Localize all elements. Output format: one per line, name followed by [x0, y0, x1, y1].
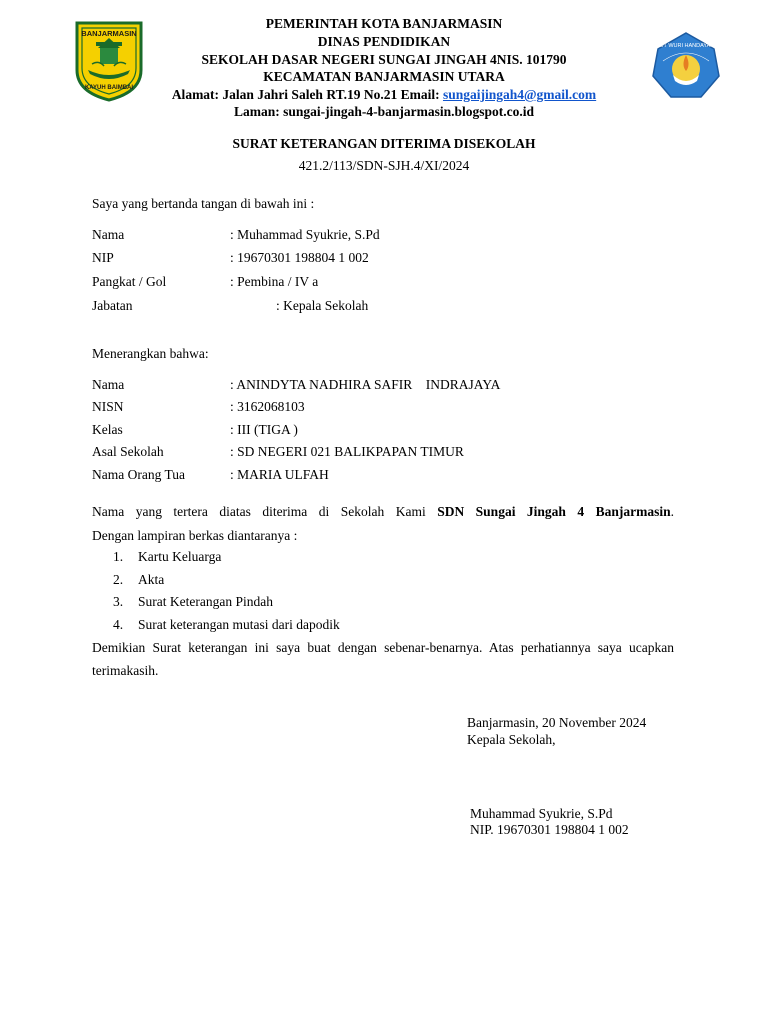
left-logo-top-text: BANJARMASIN	[81, 29, 137, 38]
student-name-label: Nama	[92, 377, 125, 392]
signer-name-value: : Muhammad Syukrie, S.Pd	[230, 227, 380, 242]
signer-nip-value: : 19670301 198804 1 002	[230, 250, 369, 265]
attachment-number: 1.	[113, 549, 124, 564]
attachment-item: Surat keterangan mutasi dari dapodik	[138, 617, 340, 632]
student-nisn-label: NISN	[92, 399, 124, 414]
closing-paragraph: Demikian Surat keterangan ini saya buat dengan sebenar-benarnya. Atas perhatiannya saya ucapkan terimakasih.	[92, 640, 674, 678]
signature-name: Muhammad Syukrie, S.Pd	[470, 806, 613, 821]
acceptance-prefix: Nama yang tertera diatas diterima di Sekolah Kami	[92, 504, 438, 519]
attachment-item: Akta	[138, 572, 165, 587]
student-parent-value: : MARIA ULFAH	[230, 467, 329, 482]
signer-position-label: Jabatan	[92, 298, 133, 313]
right-logo-motto: TUT WURI HANDAYANI	[656, 43, 716, 49]
student-class-label: Kelas	[92, 422, 123, 437]
signature-nip: NIP. 19670301 198804 1 002	[470, 822, 629, 837]
left-logo-bottom-text: KAYUH BAIMBAI	[84, 85, 134, 91]
student-nisn-value: : 3162068103	[230, 399, 305, 414]
header-government: PEMERINTAH KOTA BANJARMASIN	[265, 16, 503, 31]
email-link[interactable]: sungaijingah4@gmail.com	[442, 87, 597, 102]
header-website: Laman: sungai-jingah-4-banjarmasin.blogspot.co.id	[233, 104, 535, 119]
signer-rank-label: Pangkat / Gol	[92, 274, 167, 289]
signer-rank-value: : Pembina / IV a	[230, 274, 319, 289]
signer-name-label: Nama	[92, 227, 125, 242]
attachment-number: 3.	[113, 594, 124, 609]
letter-title: SURAT KETERANGAN DITERIMA DISEKOLAH	[232, 136, 536, 151]
acceptance-paragraph	[92, 500, 674, 523]
acceptance-suffix: .	[670, 504, 675, 519]
place-date: Banjarmasin, 20 November 2024	[467, 715, 647, 730]
attachment-item: Kartu Keluarga	[138, 549, 222, 564]
attachments-intro: Dengan lampiran berkas diantaranya :	[92, 528, 298, 543]
header-school: SEKOLAH DASAR NEGERI SUNGAI JINGAH 4NIS. 101790	[201, 52, 567, 67]
student-parent-label: Nama Orang Tua	[92, 467, 185, 482]
student-origin-school-label: Asal Sekolah	[92, 444, 164, 459]
student-origin-school-value: : SD NEGERI 021 BALIKPAPAN TIMUR	[230, 444, 464, 459]
header-address	[0, 86, 768, 103]
student-class-value: : III (TIGA )	[230, 422, 298, 437]
header-district: KECAMATAN BANJARMASIN UTARA	[263, 69, 505, 84]
intro-text: Saya yang bertanda tangan di bawah ini :	[92, 196, 315, 211]
attachment-item: Surat Keterangan Pindah	[138, 594, 273, 609]
address-text: Alamat: Jalan Jahri Saleh RT.19 No.21 Email:	[171, 87, 443, 102]
letter-number: 421.2/113/SDN-SJH.4/XI/2024	[298, 158, 470, 173]
signer-position-caption: Kepala Sekolah,	[467, 732, 556, 747]
declares-text: Menerangkan bahwa:	[92, 346, 209, 361]
accepting-school: SDN Sungai Jingah 4 Banjarmasin	[437, 504, 671, 519]
student-name-value: : ANINDYTA NADHIRA SAFIR INDRAJAYA	[230, 377, 501, 392]
signer-position-value: : Kepala Sekolah	[276, 298, 369, 313]
signer-nip-label: NIP	[92, 250, 114, 265]
attachment-number: 4.	[113, 617, 124, 632]
header-department: DINAS PENDIDIKAN	[317, 34, 451, 49]
attachment-number: 2.	[113, 572, 124, 587]
